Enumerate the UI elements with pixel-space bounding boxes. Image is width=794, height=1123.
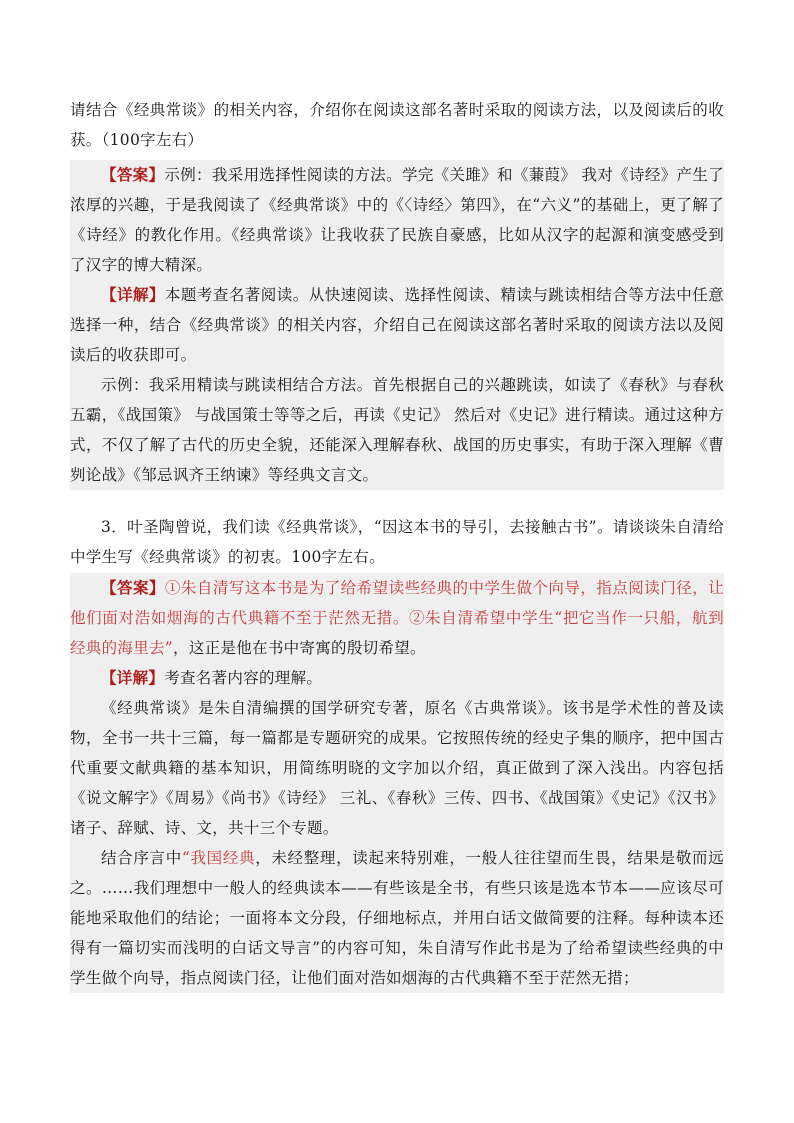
answer-block-3 [70,573,724,993]
detail-3-text: 考查名著内容的理解。 [164,669,323,687]
answer-tag: 【答案】 [101,578,165,597]
detail-tag: 【详解】 [101,285,165,304]
answer-3-tail: ，这正是他在书中寄寓的殷切希望。 [173,639,426,657]
answer-block-2 [70,160,724,490]
preface-quote-red: “我国经典 [181,849,256,867]
preface-paragraph [70,843,724,993]
question-3-prompt: 3．叶圣陶曾说，我们读《经典常谈》，“因这本书的导引，去接触古书”。请谈谈朱自清给中学生写《经典常谈》的初衷。100字左右。 [70,518,724,566]
answer-2-text: 示例：我采用选择性阅读的方法。学完《关雎》和《蒹葭》 我对《诗经》产生了浓厚的兴趣，于是我阅读了《经典常谈》中的《〈诗经〉第四》，在“六义”的基础上，更了解了《诗经》的教化作用。《经典常谈》让我收获了民族自豪感，比如从汉字的起源和演变感受到了汉字的博大精深。 [70,166,725,274]
preface-tail: 的内容可知，朱自清写作此书是为了给希望读些经典的中学生做个向导，指点阅读门径，让他们面对浩如烟海的古代典籍不至于茫然无措； [70,939,724,987]
answer-2-paragraph [70,160,724,280]
answer-3-paragraph [70,573,724,663]
intro-paragraph: 《经典常谈》是朱自清编撰的国学研究专著，原名《古典常谈》。该书是学术性的普及读物，全书一共十三篇，每一篇都是专题研究的成果。它按照传统的经史子集的顺序，把中国古代重要文献典籍的基本知识，用简练明晓的文字加以介绍，真正做到了深入浅出。内容包括《说文解字》《周易》《尚书》《诗经》 三礼、《春秋》三传、四书、《战国策》《史记》《汉书》诸子、辞赋、诗、文，共十三个专题。 [70,699,724,837]
detail-2-paragraph [70,280,724,370]
question-2-prompt: 请结合《经典常谈》的相关内容，介绍你在阅读这部名著时采取的阅读方法，以及阅读后的收获。（100字左右） [70,101,724,149]
preface-quote-rest: ，未经整理，读起来特别难，一般人往往望而生畏，结果是敬而远之。……我们理想中一般人的经典读本——有些该是全书，有些只该是选本节本——应该尽可能地采取他们的结论；一面将本文分段，仔细地标点，并用白话文做简要的注释。每种读本还得有一篇切实而浅明的白话文导言” [70,849,724,957]
detail-2-text: 本题考查名著阅读。从快速阅读、选择性阅读、精读与跳读相结合等方法中任意选择一种，结合《经典常谈》的相关内容，介绍自己在阅读这部名著时采取的阅读方法以及阅读后的收获即可。 [70,286,724,364]
detail-tag: 【详解】 [101,668,165,687]
detail-3-paragraph [70,663,724,693]
preface-lead: 结合序言中 [101,849,182,867]
example-2-paragraph: 示例：我采用精读与跳读相结合方法。首先根据自己的兴趣跳读，如读了《春秋》与春秋五霸，《战国策》 与战国策士等等之后，再读《史记》 然后对《史记》进行精读。通过这种方式，不仅了解了古代的历史全貌，还能深入理解春秋、战国的历史事实，有助于深入理解《曹刿论战》《邹忌讽齐王纳谏》等经典文言文。 [70,376,724,484]
answer-3-quote: “把它当作一只船，航到经典的海里去” [70,609,724,657]
answer-3-red-text: ①朱自清写这本书是为了给希望读些经典的中学生做个向导，指点阅读门径，让他们面对浩如烟海的古代典籍不至于茫然无措。②朱自清希望中学生 [70,579,724,627]
answer-tag: 【答案】 [101,165,165,184]
